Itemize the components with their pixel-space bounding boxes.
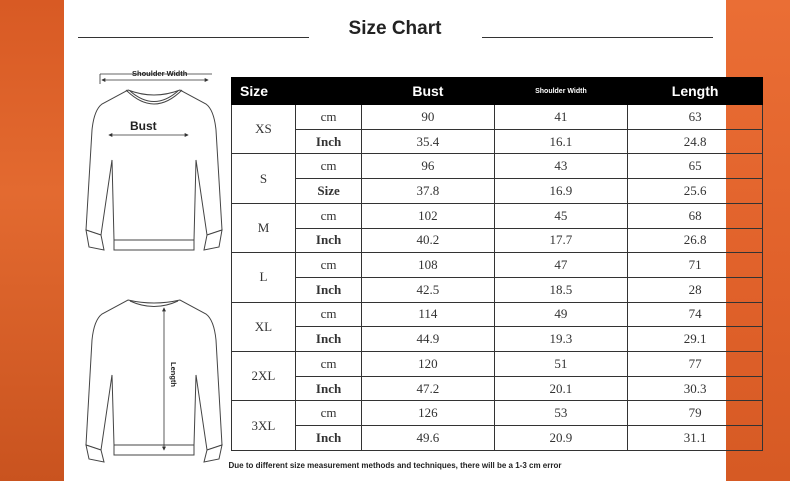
unit-cell: cm — [295, 154, 361, 179]
length-cell: 63 — [628, 105, 763, 130]
unit-cell: Inch — [295, 426, 361, 451]
table-row — [232, 253, 763, 278]
table-row — [232, 277, 763, 302]
shoulder-cell: 16.1 — [494, 129, 628, 154]
shoulder-width-label: Shoulder Width — [132, 69, 188, 78]
table-row — [232, 426, 763, 451]
table-row — [232, 228, 763, 253]
bust-cell: 90 — [362, 105, 494, 130]
unit-cell: Inch — [295, 129, 361, 154]
unit-cell: cm — [295, 352, 361, 377]
length-label: Length — [169, 362, 178, 387]
table-row — [232, 203, 763, 228]
length-cell: 31.1 — [628, 426, 763, 451]
bust-cell: 126 — [362, 401, 494, 426]
bust-cell: 120 — [362, 352, 494, 377]
table-row — [232, 154, 763, 179]
bust-cell: 42.5 — [362, 277, 494, 302]
unit-cell: Inch — [295, 376, 361, 401]
size-label: XS — [232, 105, 296, 154]
size-label: L — [232, 253, 296, 302]
table-row — [232, 401, 763, 426]
back-sweater-drawing — [86, 300, 222, 462]
shoulder-cell: 49 — [494, 302, 628, 327]
shoulder-cell: 20.1 — [494, 376, 628, 401]
table-row — [232, 352, 763, 377]
title-rule-left — [78, 37, 309, 38]
length-cell: 77 — [628, 352, 763, 377]
length-cell: 65 — [628, 154, 763, 179]
shoulder-cell: 41 — [494, 105, 628, 130]
shoulder-cell: 45 — [494, 203, 628, 228]
unit-cell: Inch — [295, 327, 361, 352]
shoulder-cell: 16.9 — [494, 179, 628, 204]
bust-cell: 96 — [362, 154, 494, 179]
bust-label: Bust — [130, 119, 157, 133]
length-cell: 24.8 — [628, 129, 763, 154]
header-bust: Bust — [362, 78, 494, 105]
bust-cell: 35.4 — [362, 129, 494, 154]
shoulder-cell: 17.7 — [494, 228, 628, 253]
unit-cell: Size — [295, 179, 361, 204]
bust-cell: 49.6 — [362, 426, 494, 451]
table-row — [232, 179, 763, 204]
table-row — [232, 129, 763, 154]
length-cell: 30.3 — [628, 376, 763, 401]
table-row — [232, 376, 763, 401]
unit-cell: Inch — [295, 228, 361, 253]
table-header-row — [232, 78, 763, 105]
length-cell: 79 — [628, 401, 763, 426]
bust-cell: 114 — [362, 302, 494, 327]
shoulder-cell: 43 — [494, 154, 628, 179]
unit-cell: Inch — [295, 277, 361, 302]
shoulder-cell: 51 — [494, 352, 628, 377]
bust-cell: 47.2 — [362, 376, 494, 401]
shoulder-cell: 20.9 — [494, 426, 628, 451]
header-size: Size — [232, 78, 362, 105]
shoulder-cell: 53 — [494, 401, 628, 426]
unit-cell: cm — [295, 401, 361, 426]
length-cell: 28 — [628, 277, 763, 302]
front-sweater-drawing — [86, 90, 222, 250]
table-row — [232, 327, 763, 352]
unit-cell: cm — [295, 302, 361, 327]
size-label: 2XL — [232, 352, 296, 401]
unit-cell: cm — [295, 253, 361, 278]
size-label: XL — [232, 302, 296, 351]
measurement-footnote: Due to different size measurement methods and techniques, there will be a 1-3 cm error — [228, 461, 562, 470]
garment-illustration — [64, 60, 234, 470]
shoulder-cell: 47 — [494, 253, 628, 278]
table-row — [232, 105, 763, 130]
unit-cell: cm — [295, 203, 361, 228]
size-table — [231, 77, 763, 451]
size-label: 3XL — [232, 401, 296, 451]
header-shoulder-width: Shoulder Width — [494, 78, 628, 105]
bust-cell: 37.8 — [362, 179, 494, 204]
bust-cell: 102 — [362, 203, 494, 228]
length-cell: 25.6 — [628, 179, 763, 204]
shoulder-cell: 18.5 — [494, 277, 628, 302]
bust-cell: 40.2 — [362, 228, 494, 253]
length-cell: 71 — [628, 253, 763, 278]
length-cell: 74 — [628, 302, 763, 327]
length-cell: 68 — [628, 203, 763, 228]
size-label: M — [232, 203, 296, 252]
bust-cell: 44.9 — [362, 327, 494, 352]
length-cell: 26.8 — [628, 228, 763, 253]
shoulder-cell: 19.3 — [494, 327, 628, 352]
bust-cell: 108 — [362, 253, 494, 278]
length-cell: 29.1 — [628, 327, 763, 352]
header-length: Length — [628, 78, 763, 105]
table-row — [232, 302, 763, 327]
size-chart-panel — [64, 0, 726, 481]
title-rule-right — [482, 37, 713, 38]
background-left — [0, 0, 64, 481]
size-label: S — [232, 154, 296, 203]
unit-cell: cm — [295, 105, 361, 130]
page-title: Size Chart — [348, 18, 442, 39]
